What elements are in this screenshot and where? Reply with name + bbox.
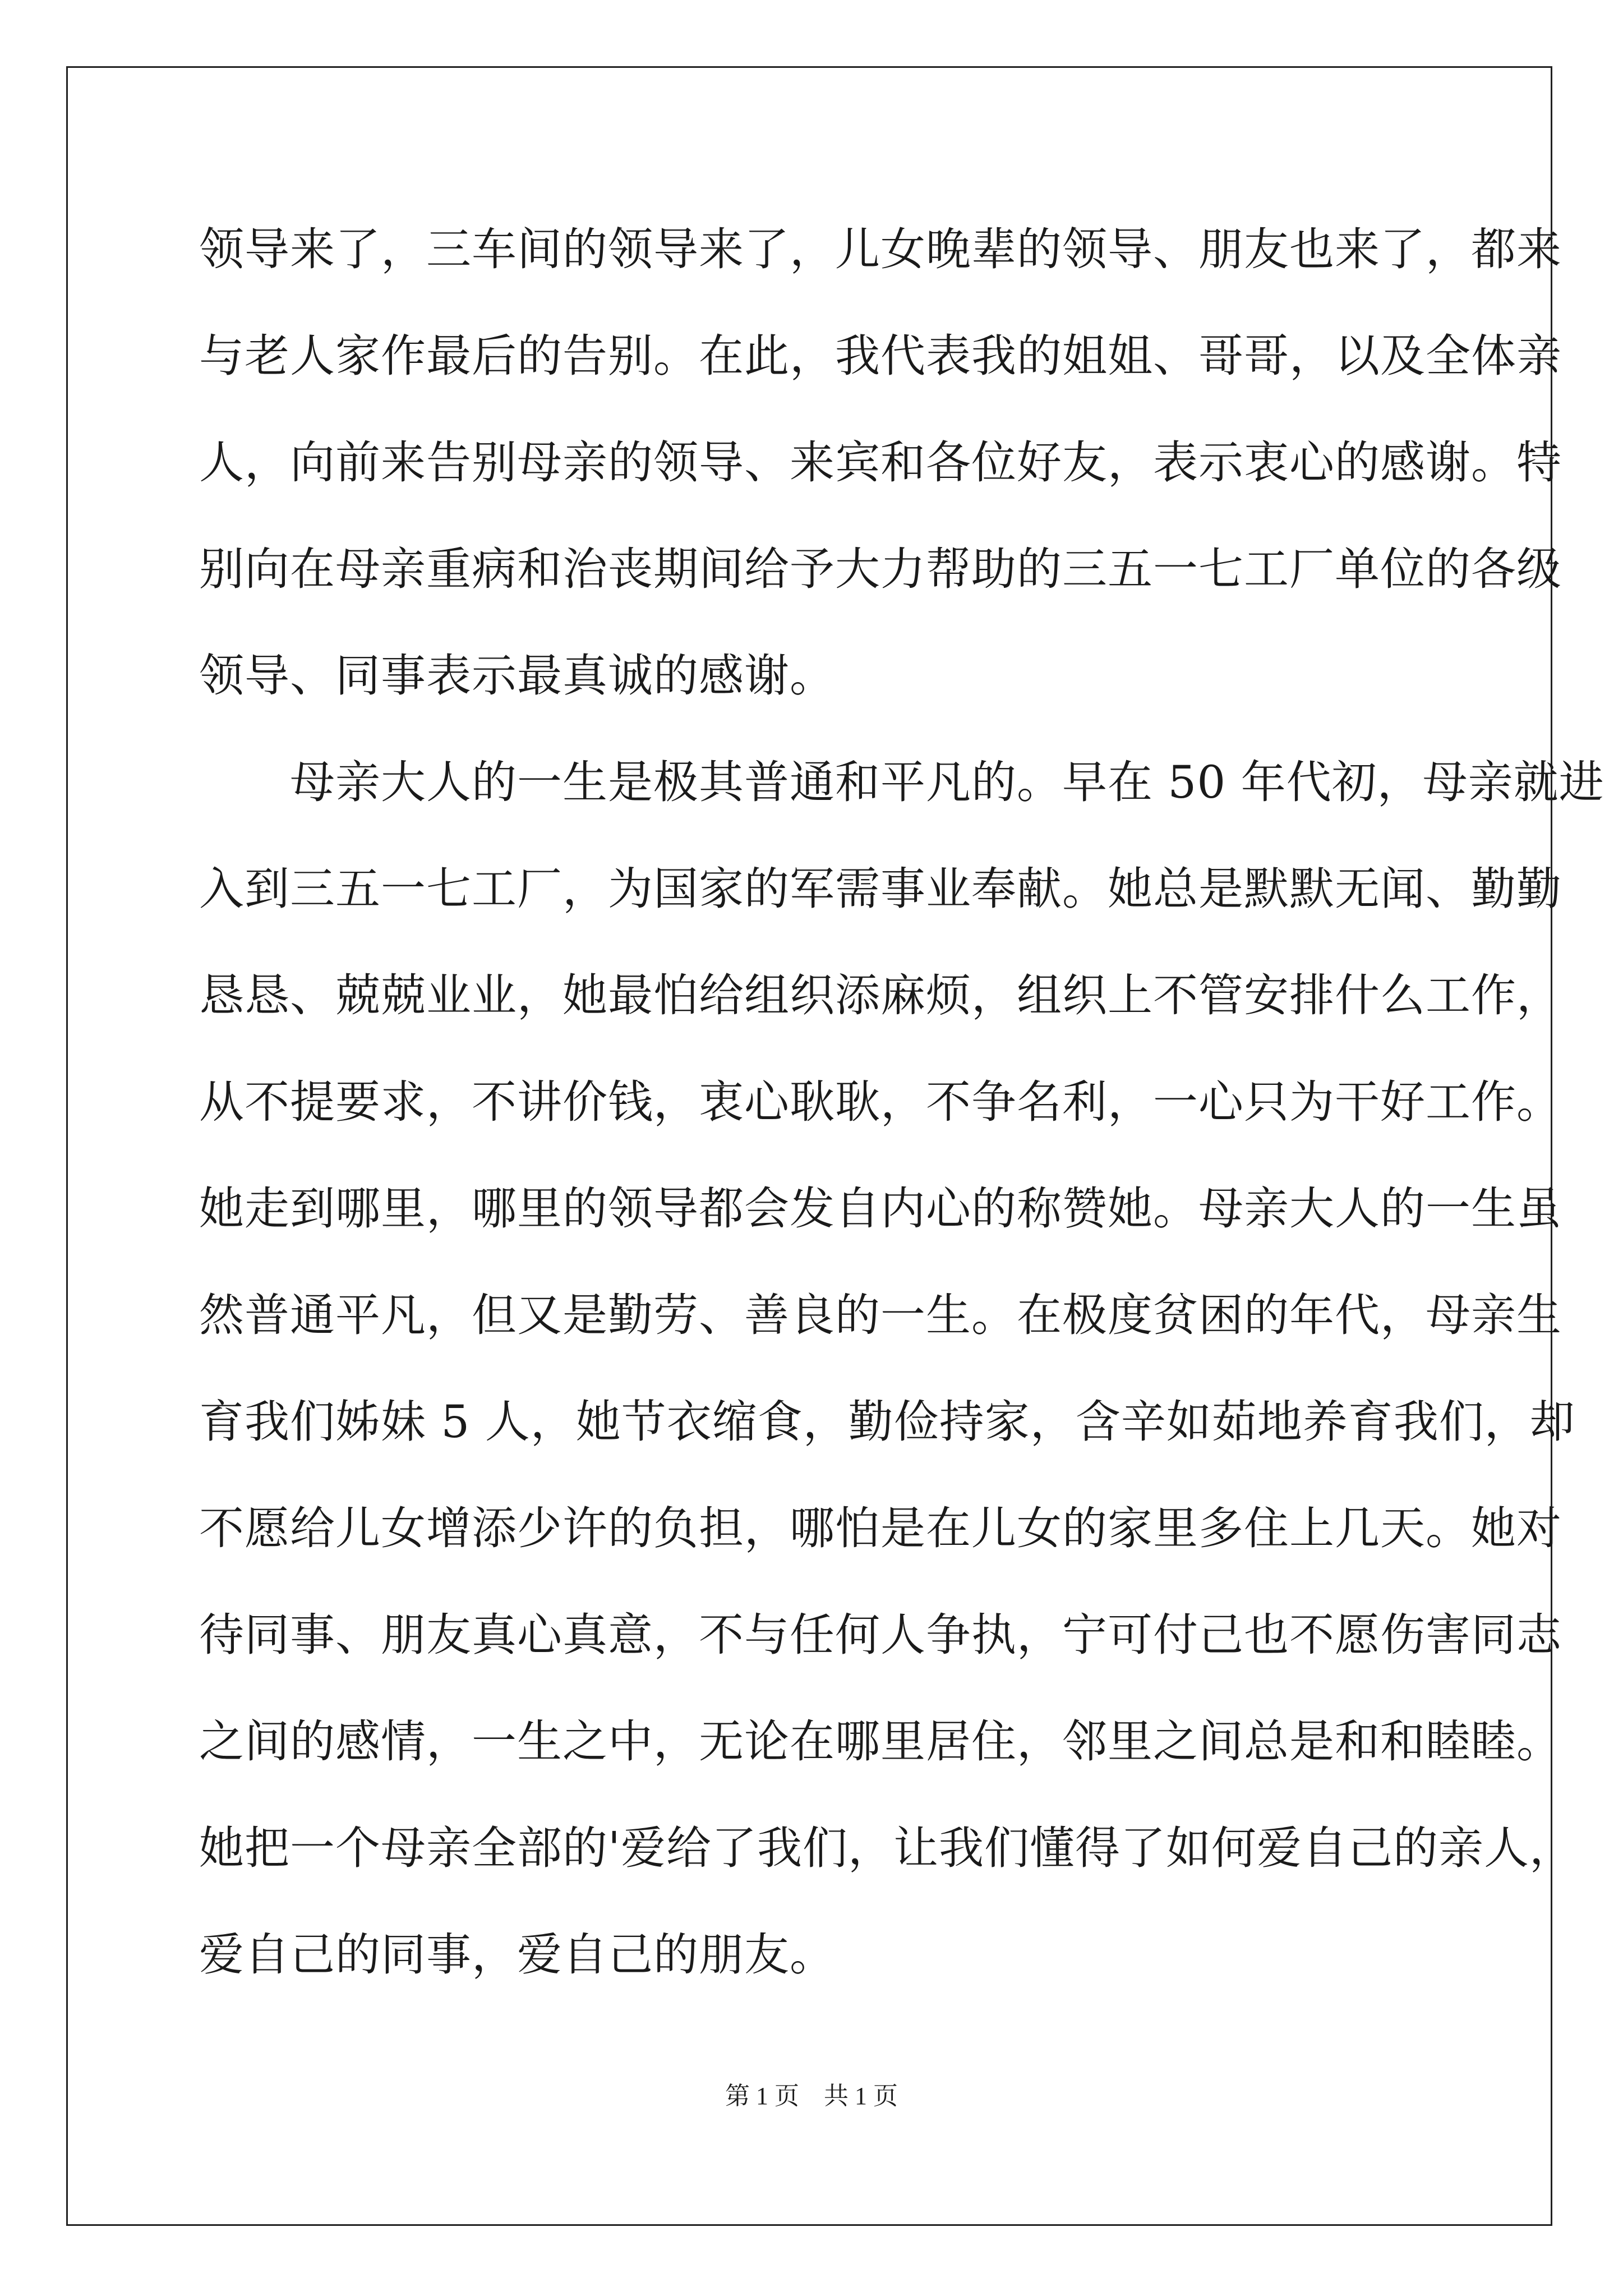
text-line: 人，向前来告别母亲的领导、来宾和各位好友，表示衷心的感谢。特 <box>199 436 1562 489</box>
text-line: 她走到哪里，哪里的领导都会发自内心的称赞她。母亲大人的一生虽 <box>199 1182 1562 1235</box>
text-line: 之间的感情，一生之中，无论在哪里居住，邻里之间总是和和睦睦。 <box>199 1715 1562 1768</box>
text-line: 她把一个母亲全部的'爱给了我们，让我们懂得了如何爱自己的亲人， <box>199 1822 1575 1874</box>
text-line: 待同事、朋友真心真意，不与任何人争执，宁可付己也不愿伤害同志 <box>199 1609 1562 1661</box>
text-line: 与老人家作最后的告别。在此，我代表我的姐姐、哥哥，以及全体亲 <box>199 330 1562 382</box>
text-line: 然普通平凡，但又是勤劳、善良的一生。在极度贫困的年代，母亲生 <box>199 1289 1562 1341</box>
text-line: 恳恳、兢兢业业，她最怕给组织添麻烦，组织上不管安排什么工作， <box>199 969 1562 1022</box>
text-line: 别向在母亲重病和治丧期间给予大力帮助的三五一七工厂单位的各级 <box>199 543 1562 595</box>
text-line: 入到三五一七工厂，为国家的军需事业奉献。她总是默默无闻、勤勤 <box>199 863 1562 915</box>
text-line: 领导、同事表示最真诚的感谢。 <box>199 650 835 702</box>
text-line: 领导来了，三车间的领导来了，儿女晚辈的领导、朋友也来了，都来 <box>199 223 1562 275</box>
page-footer: 第 1 页 共 1 页 <box>725 2082 898 2110</box>
text-line: 爱自己的同事，爱自己的朋友。 <box>199 1929 835 1981</box>
text-line: 不愿给儿女增添少许的负担，哪怕是在儿女的家里多住上几天。她对 <box>199 1502 1562 1554</box>
text-line: 育我们姊妹 5 人，她节衣缩食，勤俭持家，含辛如茹地养育我们，却 <box>199 1396 1575 1448</box>
document-body <box>199 210 1604 2022</box>
text-line: 从不提要求，不讲价钱，衷心耿耿，不争名利，一心只为干好工作。 <box>199 1076 1562 1128</box>
text-line: 母亲大人的一生是极其普通和平凡的。早在 50 年代初，母亲就进 <box>199 756 1604 808</box>
